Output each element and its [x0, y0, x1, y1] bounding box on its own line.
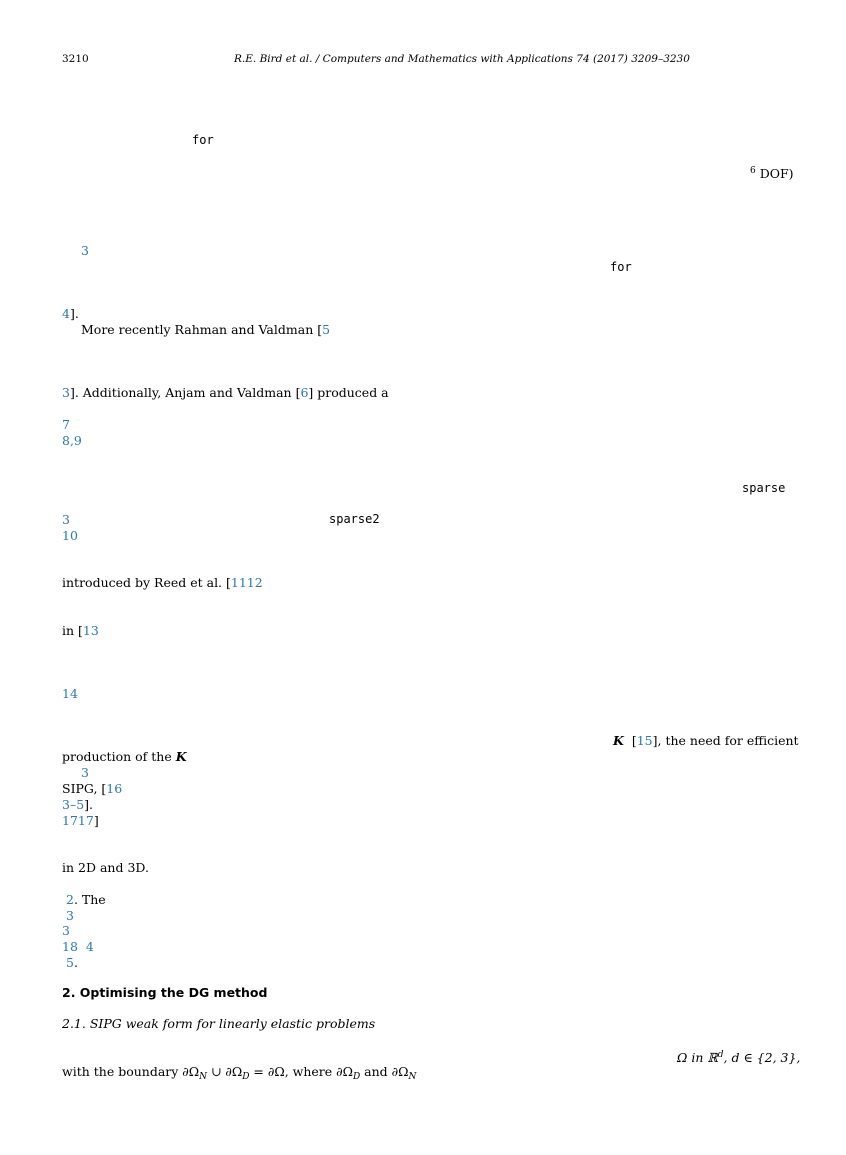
citation-link[interactable]: 16	[106, 781, 123, 796]
dof-exponent: 6	[750, 166, 756, 176]
text-fragment: SIPG, [	[62, 781, 107, 796]
math-text: = ∂Ω, where ∂Ω	[249, 1064, 353, 1079]
text-fragment: in [	[62, 623, 83, 638]
math-domain	[677, 1048, 800, 1065]
code-sparse2: sparse2	[329, 512, 380, 526]
citation-link[interactable]: 5	[66, 955, 74, 970]
citation-link[interactable]: 3	[81, 765, 89, 780]
text-fragment: ].	[69, 306, 79, 321]
paragraph-start	[81, 322, 330, 337]
math-text: and ∂Ω	[360, 1064, 409, 1079]
text-fragment: . The	[73, 892, 106, 907]
citation-link[interactable]: 14	[62, 686, 78, 701]
subsection-heading: 2.1. SIPG weak form for linearly elastic problems	[62, 1016, 376, 1031]
citation-line	[62, 781, 122, 796]
citation-link[interactable]: 7	[62, 417, 70, 432]
page-number: 3210	[62, 53, 89, 65]
math-text: , d ∈ {2, 3},	[723, 1050, 801, 1065]
citation-line	[66, 955, 78, 970]
text-fragment: [	[631, 733, 637, 748]
math-text: with the boundary ∂Ω	[62, 1064, 200, 1079]
citation-link[interactable]: 15	[636, 733, 653, 748]
text-line: in 2D and 3D.	[62, 860, 149, 875]
citation-link[interactable]: 2	[66, 892, 74, 907]
code-sparse: sparse	[742, 481, 786, 495]
text-fragment: ] produced a	[308, 385, 389, 400]
citation-link[interactable]: 6	[300, 385, 309, 400]
citation-link[interactable]: 3	[66, 908, 74, 923]
text-fragment: ].	[84, 797, 94, 812]
matrix-symbol: K	[613, 733, 624, 748]
citation-line	[62, 939, 94, 954]
text-fragment: .	[73, 955, 78, 970]
text-fragment: ]. Additionally, Anjam and Valdman [	[69, 385, 301, 400]
code-for: for	[192, 133, 214, 147]
citation-line	[62, 306, 79, 321]
math-boundary	[62, 1064, 416, 1085]
citation-link[interactable]: 1112	[230, 575, 263, 590]
citation-line	[62, 575, 263, 590]
matrix-symbol: K	[175, 749, 187, 764]
math-subscript: D	[242, 1072, 250, 1082]
code-for: for	[610, 260, 632, 274]
text-fragment: ]	[93, 813, 99, 828]
citation-link[interactable]: 3	[62, 512, 70, 527]
citation-link[interactable]: 3	[62, 385, 70, 400]
text-fragment: introduced by Reed et al. [	[62, 575, 231, 590]
math-subscript: N	[408, 1072, 417, 1082]
citation-link[interactable]: 10	[62, 528, 78, 543]
math-exponent: d	[717, 1050, 724, 1060]
citation-line	[66, 892, 106, 907]
text-fragment: More recently Rahman and Valdman [	[81, 322, 323, 337]
math-text: ∪ ∂Ω	[206, 1064, 243, 1079]
citation-link[interactable]: 4	[62, 306, 70, 321]
citation-link[interactable]: 8,9	[62, 433, 82, 448]
math-text: Ω in ℝ	[677, 1050, 718, 1065]
citation-link[interactable]: 1717	[62, 813, 94, 828]
citation-link[interactable]: 5	[322, 322, 331, 337]
citation-link[interactable]: 4	[85, 939, 94, 954]
citation-line	[62, 623, 99, 638]
citation-line	[62, 797, 93, 812]
math-subscript: D	[352, 1072, 361, 1082]
citation-link[interactable]: 18	[62, 939, 78, 954]
citation-line	[613, 733, 799, 748]
section-heading: 2. Optimising the DG method	[62, 985, 268, 1000]
math-subscript: N	[199, 1072, 207, 1082]
citation-link[interactable]: 13	[82, 623, 99, 638]
dof-fragment	[750, 164, 794, 181]
text-line	[62, 749, 187, 764]
running-title: R.E. Bird et al. / Computers and Mathematics with Applications 74 (2017) 3209–3230	[234, 53, 690, 65]
citation-link[interactable]: 3	[81, 243, 89, 258]
text-fragment: ], the need for efficient	[652, 733, 799, 748]
citation-line	[62, 385, 389, 400]
dof-text: DOF)	[759, 166, 794, 181]
citation-line	[62, 813, 99, 828]
text-fragment: production of the	[62, 749, 172, 764]
citation-link[interactable]: 3	[62, 923, 70, 938]
citation-link[interactable]: 3–5	[62, 797, 85, 812]
